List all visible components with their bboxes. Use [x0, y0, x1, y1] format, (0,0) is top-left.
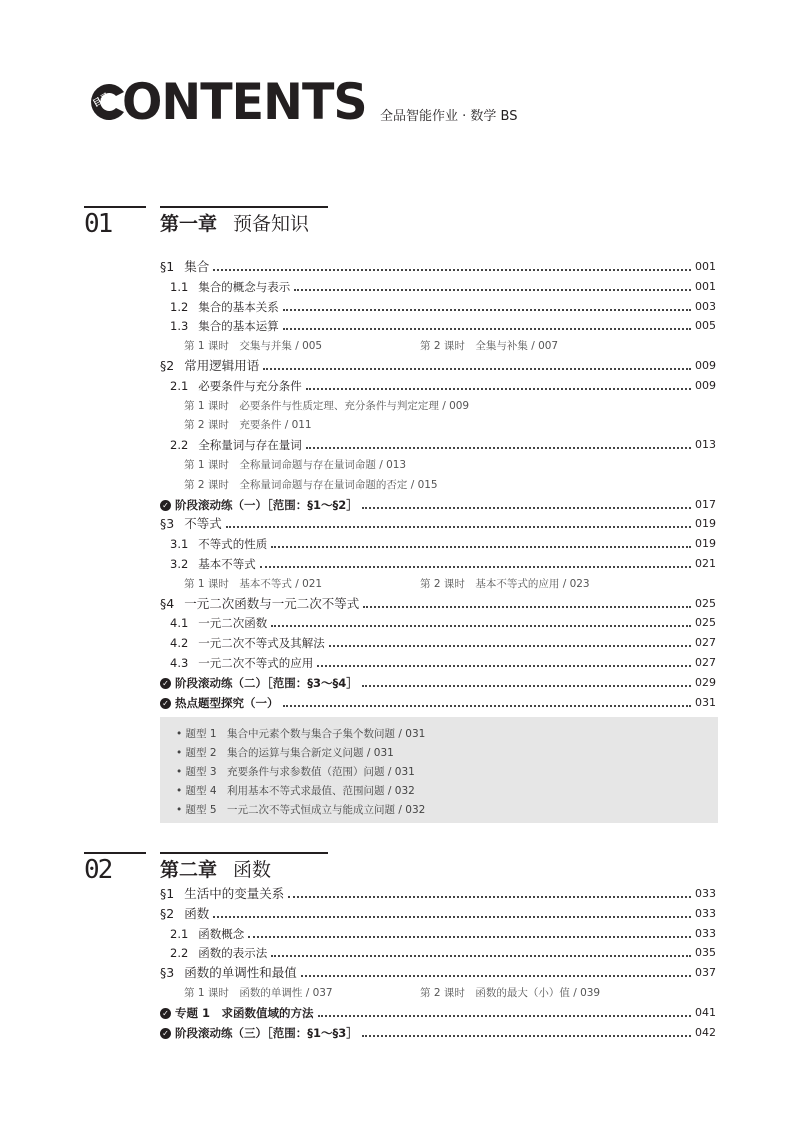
dot-leader — [294, 289, 691, 291]
entry-number: §1 — [160, 886, 175, 901]
entry-label — [170, 437, 306, 453]
entry-text: 一元二次不等式及其解法 — [198, 636, 325, 651]
entry-number: §4 — [160, 595, 175, 611]
check-circle-icon: ✓ — [160, 678, 171, 689]
lesson-item[interactable]: 第 2 课时 基本不等式的应用 / 023 — [420, 577, 590, 590]
review-entry[interactable] — [160, 1023, 716, 1041]
entry-text: 函数的单调性和最值 — [184, 965, 297, 981]
entry-text: 集合的概念与表示 — [198, 279, 291, 294]
subsection-entry[interactable] — [170, 613, 716, 631]
chapter-name: 预备知识 — [233, 213, 310, 235]
entry-number: §3 — [160, 516, 175, 532]
entry-number: 2.2 — [170, 438, 189, 453]
logo-word: ONTENTS — [122, 73, 367, 131]
entry-label — [170, 299, 283, 315]
entry-text: 函数 — [184, 905, 210, 921]
dot-leader — [263, 368, 691, 370]
dot-leader — [317, 665, 691, 667]
entry-number: §1 — [160, 259, 175, 274]
page-number: 033 — [695, 926, 716, 940]
chapter-number: 02 — [84, 852, 146, 886]
chapter-label: 第一章 — [160, 213, 218, 235]
page-number: 029 — [695, 675, 716, 689]
entry-text: 集合的基本运算 — [198, 319, 279, 334]
entry-number: 2.1 — [170, 378, 189, 393]
entry-number: 1.1 — [170, 279, 189, 294]
review-entry[interactable] — [160, 693, 716, 711]
entry-label — [170, 318, 283, 334]
subsection-entry[interactable] — [170, 924, 716, 942]
entry-number: §2 — [160, 905, 175, 921]
chapter-title — [160, 206, 328, 240]
page-number: 033 — [695, 887, 716, 900]
entry-number: 2.2 — [170, 946, 189, 961]
page-number: 041 — [695, 1005, 716, 1019]
page-number: 013 — [695, 438, 716, 452]
entry-text: 全称量词与存在量词 — [198, 438, 302, 453]
subsection-entry[interactable] — [170, 554, 716, 572]
section-entry[interactable] — [160, 904, 716, 922]
entry-text: 专题 1 求函数值域的方法 — [175, 1005, 314, 1020]
lesson-item[interactable]: 第 1 课时 交集与并集 / 005 — [184, 340, 323, 353]
section-entry[interactable] — [160, 963, 716, 981]
dot-leader — [306, 388, 691, 390]
lesson-item[interactable]: 第 2 课时 充要条件 / 011 — [184, 419, 312, 432]
page-number: 027 — [695, 636, 716, 650]
dot-leader — [283, 309, 691, 311]
page-number: 001 — [695, 260, 716, 273]
entry-number: §2 — [160, 358, 175, 373]
lesson-item[interactable]: 第 2 课时 全称量词命题与存在量词命题的否定 / 015 — [184, 478, 438, 491]
entry-text: 阶段滚动练（二）［范围：§3～§4］ — [175, 675, 358, 690]
entry-text: 热点题型探究（一） — [175, 695, 279, 710]
subsection-entry[interactable] — [170, 297, 716, 315]
entry-label — [160, 965, 301, 981]
page-number: 025 — [695, 616, 716, 630]
lesson-item[interactable]: 第 2 课时 全集与补集 / 007 — [420, 340, 559, 353]
logo-badge: 目录 — [91, 91, 113, 110]
chapter-title — [160, 852, 328, 886]
subsection-entry[interactable] — [170, 316, 716, 334]
review-entry[interactable] — [160, 495, 716, 513]
dot-leader — [283, 328, 691, 330]
entry-text: 一元二次函数与一元二次不等式 — [184, 595, 360, 611]
review-entry[interactable] — [160, 1003, 716, 1021]
dot-leader — [362, 1035, 691, 1037]
page-number: 001 — [695, 279, 716, 293]
check-circle-icon: ✓ — [160, 1028, 171, 1039]
topic-item[interactable]: • 题型 2 集合的运算与集合新定义问题 / 031 — [176, 747, 394, 759]
subsection-entry[interactable] — [170, 376, 716, 394]
page-number: 017 — [695, 497, 716, 511]
topic-item[interactable]: • 题型 3 充要条件与求参数值（范围）问题 / 031 — [176, 766, 415, 778]
entry-number: 4.1 — [170, 616, 189, 631]
entry-label — [160, 497, 362, 513]
topic-item[interactable]: • 题型 5 一元二次不等式恒成立与能成立问题 / 032 — [176, 804, 426, 816]
subsection-entry[interactable] — [170, 277, 716, 295]
section-entry[interactable] — [160, 514, 716, 532]
entry-label — [160, 906, 213, 922]
entry-label — [160, 358, 263, 374]
chapter-label: 第二章 — [160, 859, 218, 881]
dot-leader — [363, 606, 691, 608]
entry-label — [160, 695, 283, 711]
dot-leader — [283, 705, 692, 707]
page-number: 031 — [695, 695, 716, 709]
dot-leader — [301, 975, 691, 977]
entry-text: 集合 — [184, 259, 210, 274]
entry-label — [160, 1005, 318, 1021]
entry-text: 一元二次函数 — [198, 616, 268, 631]
topic-item[interactable]: • 题型 1 集合中元素个数与集合子集个数问题 / 031 — [176, 728, 426, 740]
lesson-item[interactable]: 第 1 课时 必要条件与性质定理、充分条件与判定定理 / 009 — [184, 399, 470, 412]
topic-item[interactable]: • 题型 4 利用基本不等式求最值、范围问题 / 032 — [176, 785, 415, 797]
entry-label — [170, 378, 306, 394]
lesson-item[interactable]: 第 2 课时 函数的最大（小）值 / 039 — [420, 987, 601, 999]
check-circle-icon: ✓ — [160, 1008, 171, 1019]
entry-text: 集合的基本关系 — [198, 299, 279, 314]
entry-text: 常用逻辑用语 — [184, 358, 260, 373]
subsection-entry[interactable] — [170, 653, 716, 671]
entry-text: 函数概念 — [198, 926, 245, 941]
section-entry[interactable] — [160, 257, 716, 275]
dot-leader — [260, 566, 691, 568]
entry-label — [160, 1025, 362, 1041]
dot-leader — [271, 955, 691, 957]
entry-number: 4.3 — [170, 656, 189, 670]
page-number: 042 — [695, 1025, 716, 1039]
entry-text: 不等式的性质 — [198, 537, 268, 552]
dot-leader — [362, 507, 691, 509]
entry-text: 函数的表示法 — [198, 946, 268, 961]
page-number: 009 — [695, 378, 716, 392]
entry-text: 阶段滚动练（三）［范围：§1～§3］ — [175, 1025, 358, 1040]
entry-text: 生活中的变量关系 — [184, 886, 285, 901]
dot-leader — [306, 447, 691, 449]
entry-number: 3.2 — [170, 557, 189, 571]
entry-label — [170, 926, 248, 942]
entry-number: 4.2 — [170, 636, 189, 651]
page-number: 003 — [695, 299, 716, 313]
chapter-name: 函数 — [233, 859, 272, 881]
entry-label — [160, 516, 226, 532]
section-entry[interactable] — [160, 356, 716, 374]
entry-label — [160, 675, 362, 691]
entry-number: 3.1 — [170, 537, 189, 552]
entry-label — [160, 596, 363, 612]
entry-text: 阶段滚动练（一）［范围：§1～§2］ — [175, 497, 358, 512]
entry-text: 一元二次不等式的应用 — [198, 656, 314, 670]
subsection-entry[interactable] — [170, 943, 716, 961]
entry-label — [160, 886, 288, 902]
dot-leader — [248, 936, 691, 938]
entry-label — [170, 655, 317, 671]
page-number: 033 — [695, 906, 716, 920]
page-number: 025 — [695, 596, 716, 610]
section-entry[interactable] — [160, 594, 716, 612]
subsection-entry[interactable] — [170, 435, 716, 453]
lesson-item[interactable]: 第 1 课时 全称量词命题与存在量词命题 / 013 — [184, 459, 407, 471]
dot-leader — [271, 546, 691, 548]
subsection-entry[interactable] — [170, 534, 716, 552]
contents-logo — [86, 73, 370, 131]
entry-number: §3 — [160, 965, 175, 981]
dot-leader — [362, 685, 691, 687]
page-number: 027 — [695, 656, 716, 669]
entry-text: 必要条件与充分条件 — [198, 378, 302, 393]
entry-number: 1.2 — [170, 299, 189, 314]
entry-label — [170, 945, 271, 961]
check-circle-icon: ✓ — [160, 500, 171, 511]
lesson-item[interactable]: 第 1 课时 函数的单调性 / 037 — [184, 987, 333, 999]
page-number: 005 — [695, 319, 716, 333]
chapter-number: 01 — [84, 206, 146, 240]
entry-label — [160, 259, 213, 275]
page-number: 019 — [695, 517, 716, 531]
dot-leader — [329, 645, 691, 647]
entry-number: 2.1 — [170, 926, 189, 941]
page-number: 019 — [695, 537, 716, 551]
subsection-entry[interactable] — [170, 633, 716, 651]
dot-leader — [288, 896, 691, 898]
entry-number: 1.3 — [170, 319, 189, 334]
review-entry[interactable] — [160, 673, 716, 691]
entry-label — [170, 615, 271, 631]
dot-leader — [226, 526, 691, 528]
check-circle-icon: ✓ — [160, 698, 171, 709]
page-number: 037 — [695, 966, 716, 980]
dot-leader — [318, 1015, 691, 1017]
entry-text: 基本不等式 — [198, 557, 256, 571]
page-number: 021 — [695, 557, 716, 570]
entry-label — [170, 536, 271, 552]
entry-label — [170, 279, 294, 295]
section-entry[interactable] — [160, 884, 716, 902]
lesson-item[interactable]: 第 1 课时 基本不等式 / 021 — [184, 577, 323, 590]
page-number: 035 — [695, 946, 716, 960]
dot-leader — [213, 916, 691, 918]
entry-label — [170, 635, 329, 651]
book-subtitle: 全品智能作业 · 数学 BS — [380, 109, 518, 124]
entry-text: 不等式 — [184, 516, 222, 532]
entry-label — [170, 556, 260, 572]
dot-leader — [213, 269, 691, 271]
page-number: 009 — [695, 359, 716, 372]
topic-box — [160, 717, 718, 823]
dot-leader — [271, 625, 691, 627]
